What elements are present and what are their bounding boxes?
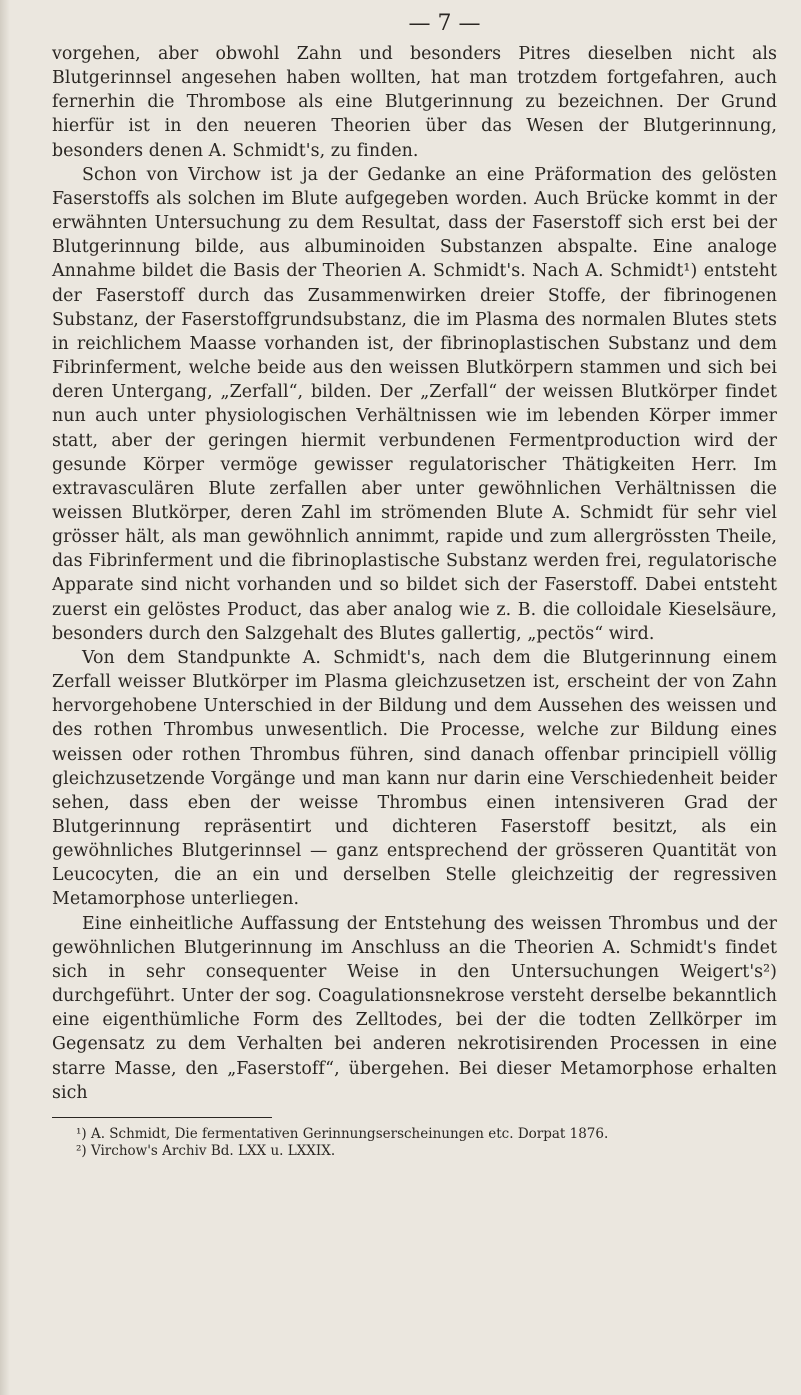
footnote-divider [52, 1117, 272, 1118]
footnotes [52, 1126, 777, 1160]
page-edge-shadow [0, 0, 10, 1395]
page-number: — 7 — [408, 11, 481, 36]
paragraph-4: Eine einheitliche Auffassung der Entstehung des weissen Thrombus und der gewöhnlichen Blutgerinnung im Anschluss an die Theorien A. Schmidt's findet sich in sehr consequenter Weise in den Untersuchungen Weigert's²) durchgeführt. Unter der sog. Coagulationsnekrose versteht derselbe bekanntlich eine eigenthümliche Form des Zelltodes, bei der die todten Zellkörper im Gegensatz zu dem Verhalten bei anderen nekrotisirenden Processen in eine starre Masse, den „Faserstoff“, übergehen. Bei dieser Metamorphose erhalten sich [52, 913, 777, 1103]
paragraph-1: vorgehen, aber obwohl Zahn und besonders Pitres dieselben nicht als Blutgerinnsel angesehen haben wollten, hat man trotzdem fortgefahren, auch fernerhin die Thrombose als eine Blutgerinnung zu bezeichnen. Der Grund hierfür ist in den neueren Theorien über das Wesen der Blutgerinnung, besonders denen A. Schmidt's, zu finden. [52, 44, 777, 161]
paragraph-3: Von dem Standpunkte A. Schmidt's, nach dem die Blutgerinnung einem Zerfall weisser Blutkörper im Plasma gleichzusetzen ist, erscheint der von Zahn hervorgehobene Unterschied in der Bildung und dem Aussehen des weissen und des rothen Thrombus unwesentlich. Die Processe, welche zur Bildung eines weissen oder rothen Thrombus führen, sind danach offenbar principiell völlig gleichzusetzende Vorgänge und man kann nur darin eine Verschiedenheit beider sehen, dass eben der weisse Thrombus einen intensiveren Grad der Blutgerinnung repräsentirt und dichteren Faserstoff besitzt, als ein gewöhnliches Blutgerinnsel — ganz entsprechend der grösseren Quantität von Leucocyten, die an ein und derselben Stelle gleichzeitig der regressiven Metamorphose unterliegen. [52, 647, 777, 910]
footnote-1: ¹) A. Schmidt, Die fermentativen Gerinnungserscheinungen etc. Dorpat 1876. [76, 1125, 609, 1142]
paragraph-2: Schon von Virchow ist ja der Gedanke an eine Präformation des gelösten Faserstoffs als solchen im Blute aufgegeben worden. Auch Brücke kommt in der erwähnten Untersuchung zu dem Resultat, dass der Faserstoff sich erst bei der Blutgerinnung bilde, aus albuminoiden Substanzen abspalte. Eine analoge Annahme bildet die Basis der Theorien A. Schmidt's. Nach A. Schmidt¹) entsteht der Faserstoff durch das Zusammenwirken dreier Stoffe, der fibrinogenen Substanz, der Faserstoffgrundsubstanz, die im Plasma des normalen Blutes stets in reichlichem Maasse vorhanden ist, der fibrinoplastischen Substanz und dem Fibrinferment, welche beide aus den weissen Blutkörpern stammen und sich bei deren Untergang, „Zerfall“, bilden. Der „Zerfall“ der weissen Blutkörper findet nun auch unter physiologischen Verhältnissen wie im lebenden Körper immer statt, aber der geringen hiermit verbundenen Fermentproduction wird der gesunde Körper vermöge gewisser regulatorischer Thätigkeiten Herr. Im extravasculären Blute zerfallen aber unter gewöhnlichen Verhältnissen die weissen Blutkörper, deren Zahl im strömenden Blute A. Schmidt für sehr viel grösser hält, als man gewöhnlich annimmt, rapide und zum allergrössten Theile, das Fibrinferment und die fibrinoplastische Substanz werden frei, regulatorische Apparate sind nicht vorhanden und so bildet sich der Faserstoff. Dabei entsteht zuerst ein gelöstes Product, das aber analog wie z. B. die colloidale Kieselsäure, besonders durch den Salzgehalt des Blutes gallertig, „pectös“ wird. [52, 164, 777, 644]
body-text [52, 42, 777, 1105]
footnote-2: ²) Virchow's Archiv Bd. LXX u. LXXIX. [76, 1142, 336, 1159]
